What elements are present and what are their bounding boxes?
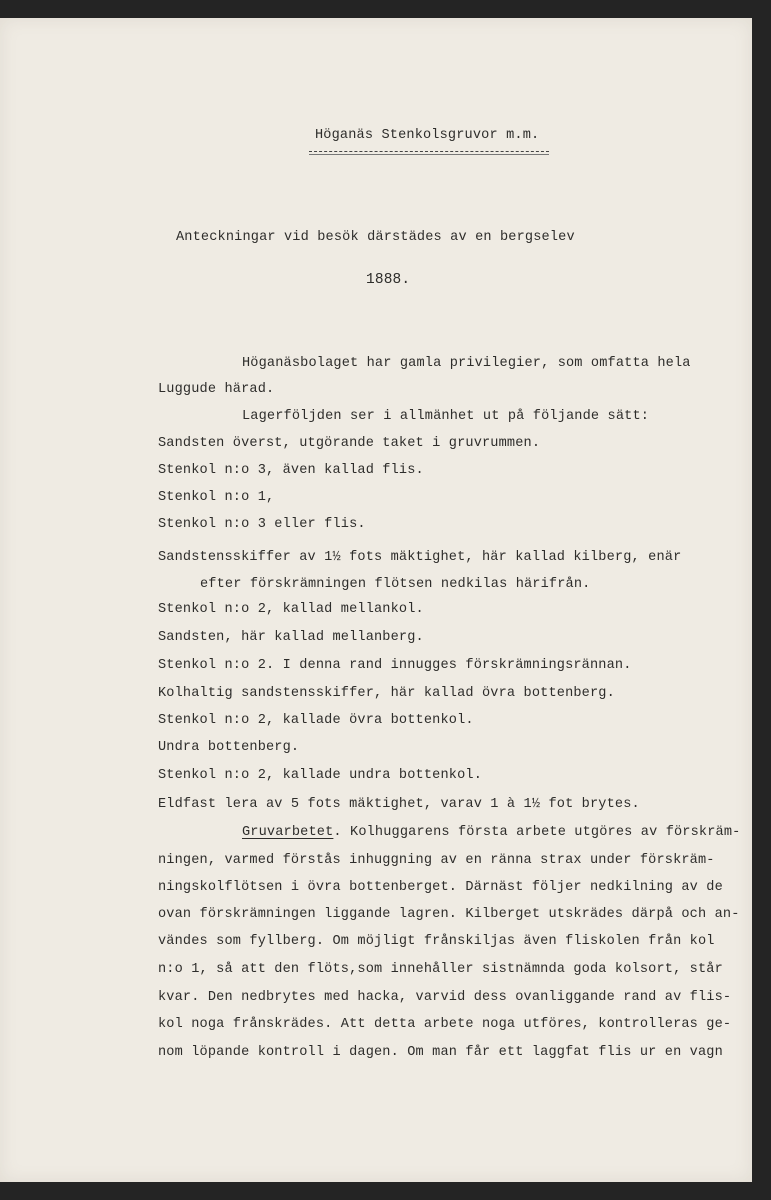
text-line: Kolhaltig sandstensskiffer, här kallad övra bottenberg. [158,686,615,701]
text-line: ningen, varmed förstås inhuggning av en ränna strax under förskräm- [158,853,715,868]
text-line: Stenkol n:o 2. I denna rand innugges förskrämningsrännan. [158,658,632,673]
text-line: efter förskrämningen flötsen nedkilas härifrån. [200,577,591,592]
document-title: Höganäs Stenkolsgruvor m.m. [315,128,540,143]
text-line: Stenkol n:o 2, kallade övra bottenkol. [158,713,474,728]
text-line: Stenkol n:o 1, [158,490,275,505]
document-subtitle: Anteckningar vid besök därstädes av en bergselev [176,230,575,245]
text-line: Eldfast lera av 5 fots mäktighet, varav 1 à 1½ fot brytes. [158,797,640,812]
text-line: kol noga frånskrädes. Att detta arbete noga utföres, kontrolleras ge- [158,1017,732,1032]
document-sheet [0,18,752,1182]
text-line: nom löpande kontroll i dagen. Om man får ett laggfat flis ur en vagn [158,1045,723,1060]
text-line: ovan förskrämningen liggande lagren. Kilberget utskrädes därpå och an- [158,907,740,922]
text-line: Luggude härad. [158,382,275,397]
text-line: Stenkol n:o 2, kallad mellankol. [158,602,424,617]
text-line: n:o 1, så att den flöts,som innehåller sistnämnda goda kolsort, står [158,962,723,977]
text-line: Sandstensskiffer av 1½ fots mäktighet, här kallad kilberg, enär [158,550,682,565]
text-line: vändes som fyllberg. Om möjligt frånskiljas även fliskolen från kol [158,934,715,949]
text-line: Sandsten överst, utgörande taket i gruvrummen. [158,436,541,451]
text-line: kvar. Den nedbrytes med hacka, varvid dess ovanliggande rand av flis- [158,990,732,1005]
text-line: Undra bottenberg. [158,740,300,755]
text-line [242,825,740,840]
text-line: Lagerföljden ser i allmänhet ut på följande sätt: [242,409,650,424]
text-line: Stenkol n:o 2, kallade undra bottenkol. [158,768,482,783]
text-line: Stenkol n:o 3, även kallad flis. [158,463,424,478]
text-span: . Kolhuggarens första arbete utgöres av förskräm- [333,825,741,840]
text-line: Sandsten, här kallad mellanberg. [158,630,424,645]
text-line: ningskolflötsen i övra bottenberget. Därnäst följer nedkilning av de [158,880,723,895]
text-line: Stenkol n:o 3 eller flis. [158,517,366,532]
text-line: Höganäsbolaget har gamla privilegier, som omfatta hela [242,356,691,371]
title-underline-second [309,154,549,155]
section-heading: Gruvarbetet [242,825,334,840]
document-year: 1888. [366,272,411,288]
title-underline [309,151,549,152]
